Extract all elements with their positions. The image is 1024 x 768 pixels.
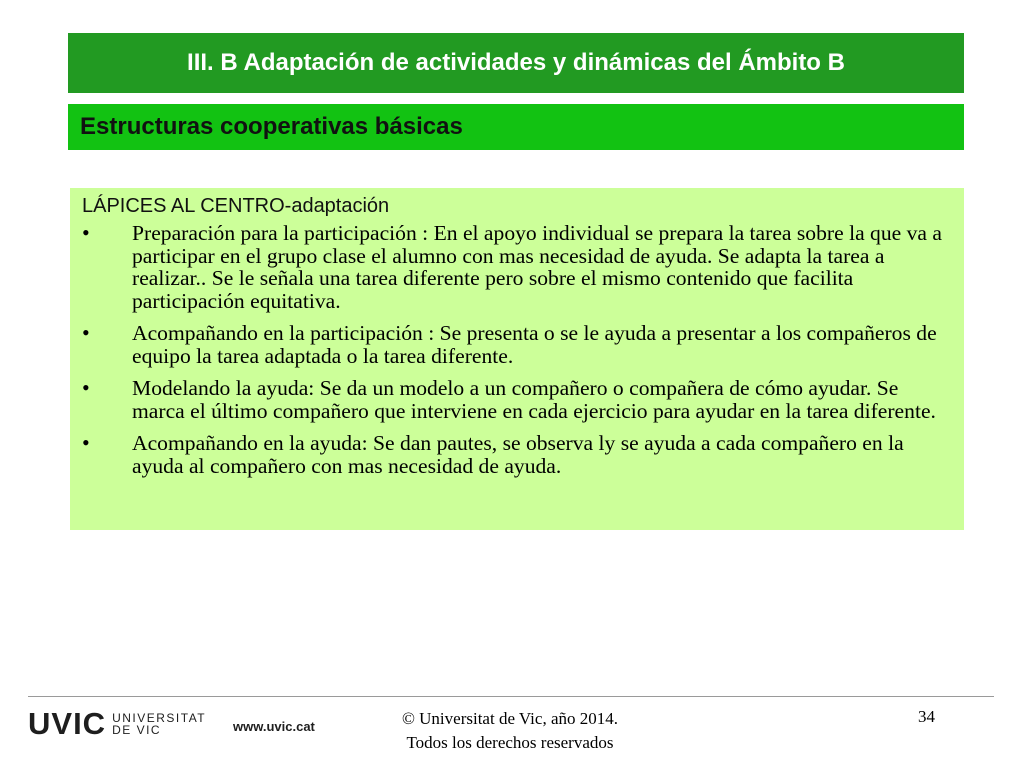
bullet-list [82, 222, 954, 477]
website-link[interactable]: www.uvic.cat [233, 719, 315, 734]
logo-name [112, 712, 206, 736]
logo-name-line1: UNIVERSITAT [112, 711, 207, 725]
bullet-item [82, 322, 954, 367]
footer-divider [28, 696, 994, 697]
bullet-item [82, 432, 954, 477]
slide-title: III. B Adaptación de actividades y dinámicas del Ámbito B [187, 49, 845, 76]
copyright-notice [345, 707, 675, 755]
copyright-line2: Todos los derechos reservados [406, 733, 614, 752]
slide-subtitle-bar [68, 104, 964, 150]
copyright-line1: © Universitat de Vic, año 2014. [401, 709, 618, 728]
bullet-text: Acompañando en la participación : Se presenta o se le ayuda a presentar a los compañeros de equipo la tarea adaptada o la tarea diferente. [132, 321, 937, 368]
slide-subtitle: Estructuras cooperativas básicas [80, 113, 463, 140]
content-box [70, 188, 964, 530]
logo-mark: UVIC [28, 706, 107, 741]
bullet-text: Modelando la ayuda: Se da un modelo a un compañero o compañera de cómo ayudar. Se marca el último compañero que interviene en cada ejercicio para ayudar en la tarea diferente. [132, 376, 936, 423]
bullet-text: Preparación para la participación : En el apoyo individual se prepara la tarea sobre la que va a participar en el grupo clase el alumno con mas necesidad de ayuda. Se adapta la tarea a realizar.. Se le señala una tarea diferente pero sobre el mismo contenido que facilita participación equitativa. [132, 221, 942, 313]
page-number: 34 [918, 707, 935, 726]
bullet-item [82, 377, 954, 422]
bullet-icon: • [82, 320, 90, 345]
logo-name-line2: DE VIC [112, 723, 162, 737]
bullet-icon: • [82, 375, 90, 400]
slide-title-bar [68, 33, 964, 93]
bullet-text: Acompañando en la ayuda: Se dan pautes, se observa ly se ayuda a cada compañero en la ayuda al compañero con mas necesidad de ayuda. [132, 431, 904, 478]
bullet-icon: • [82, 430, 90, 455]
bullet-icon: • [82, 220, 90, 245]
bullet-item [82, 222, 954, 312]
content-heading: LÁPICES AL CENTRO-adaptación [82, 195, 390, 217]
uvic-logo [28, 708, 206, 740]
